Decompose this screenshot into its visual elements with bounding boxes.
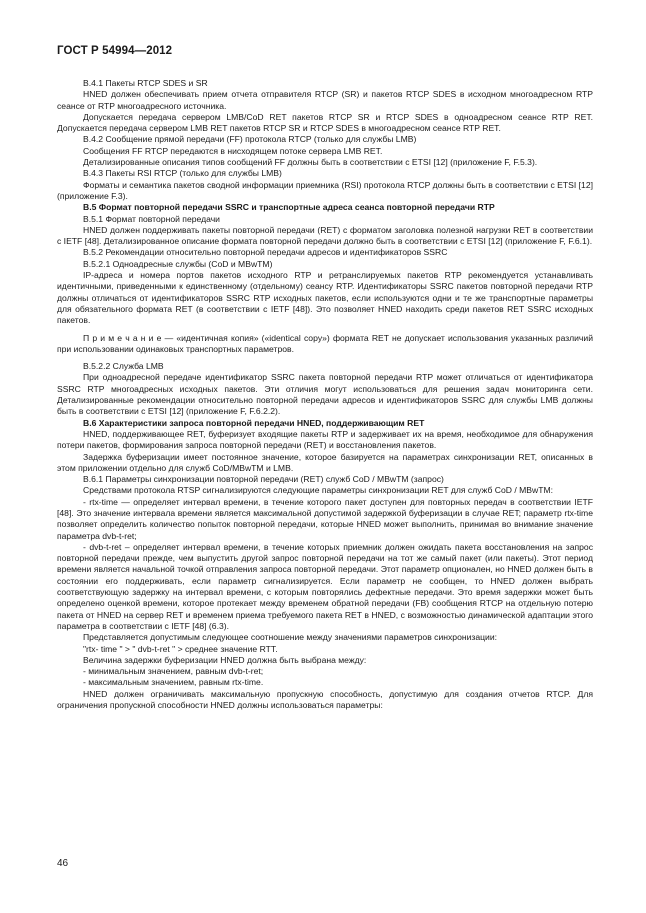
paragraph: Средствами протокола RTSP сигнализируются следующие параметры синхронизации RET для служб CoD / MBwTM: — [83, 485, 554, 496]
paragraph: Детализированные описания типов сообщений FF должны быть в соответствии с ETSI [12] (приложение F, F.5.3). — [83, 157, 538, 168]
subsection-heading: B.4.3 Пакеты RSI RTCP (только для службы LMB) — [83, 168, 282, 179]
list-item: - dvb-t-ret – определяет интервал времени, в течение которых приемник должен ожидать пакета восстановления на запрос повторной передачи прежде, чем выпустить другой запрос повторной передачи на тот же самый пакет (или пакеты). Этот период времени является начальной точкой отправления запроса повторной передачи. Этот параметр опционален, но HNED должен быть в состоянии его поддерживать, если параметр сигнализируется. Если параметр не сообщен, то HNED должен выбрать соответствующую задержку на интервал времени, с которым повторялись дефектные передачи. Это время задержки может быть определено оценкой времени, которое протекает между временем обратной передачи (FB) сообщения RTCP на отдельную потерю пакета от HNED на сервер RET и временем приема требуемого пакета RET в HNED, с возможностью динамической адаптации этого параметра в соответствии с IETF [48] (6.3). — [57, 541, 593, 631]
document-body — [57, 78, 593, 711]
subsection-heading: B.4.1 Пакеты RTCP SDES и SR — [83, 78, 208, 88]
list-item: - максимальным значением, равным rtx-time. — [83, 677, 264, 688]
subsection-heading: B.6.1 Параметры синхронизации повторной передачи (RET) служб CoD / MBwTM (запрос) — [83, 474, 444, 485]
section-heading: B.5 Формат повторной передачи SSRC и транспортные адреса сеанса повторной передачи RTP — [83, 202, 495, 213]
standard-header: ГОСТ Р 54994—2012 — [57, 45, 173, 57]
paragraph: При одноадресной передаче идентификатор SSRC пакета повторной передачи RTP может отличаться от идентификатора SSRC RTP многоадресных исходных пакетов. Эти отличия могут использоваться для решения задач мониторинга сети. Детализированные рекомендации относительно повторной передачи адресов и идентификаторов SSRC для службы LMB должны быть в соответствии с ETSI [12] (приложение F, F.6.2.2). — [57, 372, 593, 417]
subsection-heading: B.4.2 Сообщение прямой передачи (FF) протокола RTCP (только для службы LMB) — [83, 134, 417, 145]
paragraph: Форматы и семантика пакетов сводной информации приемника (RSI) протокола RTCP должны быть в соответствии с ETSI [12] (приложение F.3). — [57, 179, 593, 201]
subsection-heading: B.5.2.2 Служба LMB — [83, 361, 164, 372]
paragraph: IP-адреса и номера портов пакетов исходного RTP и ретранслируемых пакетов RTP рекомендуется устанавливать идентичными, приведенными к единственному (отдельному) сеансу RTP. Идентификаторы SSRC пакетов повторной передачи RTP должны отличаться от идентификаторов SSRC RTP исходных пакетов, если используются одни и те же транспортные параметры для обязательного формата RET (в соответствии с IETF [48]). Это позволяет HNED находить среди пакетов RET SSRC исходных пакетов. — [57, 270, 593, 326]
note: П р и м е ч а н и е — «идентичная копия» («identical copy») формата RET не допускает использования указанных различий при использовании одинаковых транспортных параметров. — [57, 332, 593, 354]
list-item: - rtx-time — определяет интервал времени, в течение которого пакет доступен для повторных передач в соответствии IETF [48]. Это значение интервала времени является максимальной допустимой задержкой буферизации в случае RET; параметр rtx-time позволяет определить количество попыток повторной передачи, которые HNED может выполнить, принимая во внимание значение параметра dvb-t-ret; — [57, 496, 593, 541]
list-item: - минимальным значением, равным dvb-t-ret; — [83, 666, 264, 677]
section-heading: B.6 Характеристики запроса повторной передачи HNED, поддерживающим RET — [83, 417, 425, 428]
paragraph: Величина задержки буферизации HNED должна быть выбрана между: — [83, 654, 367, 665]
paragraph: Представляется допустимым следующее соотношение между значениями параметров синхронизации: — [83, 632, 498, 643]
paragraph: HNED, поддерживающее RET, буферизует входящие пакеты RTP и задерживает их на время, необходимое для обнаружения потери пакетов, формирования запроса повторной передачи (RET) и восстановления пакетов. — [57, 428, 593, 451]
paragraph: HNED должен обеспечивать прием отчета отправителя RTCP (SR) и пакетов RTCP SDES в исходном многоадресном RTP сеансе от RTP многоадресного источника. — [57, 89, 593, 111]
paragraph: Сообщения FF RTCP передаются в нисходящем потоке сервера LMB RET. — [83, 145, 383, 156]
formula-line: "rtx- time " > " dvb-t-ret " > среднее значение RTT. — [83, 643, 278, 654]
page-number: 46 — [57, 858, 69, 869]
paragraph: Задержка буферизации имеет постоянное значение, которое базируется на параметрах синхронизации RET, описанных в этом приложении отдельно для служб CoD/MBwTM и LMB. — [57, 451, 593, 473]
subsection-heading: B.5.2.1 Одноадресные службы (CoD и MBwTM) — [83, 258, 273, 269]
paragraph: HNED должен ограничивать максимальную пропускную способность, допустимую для создания отчетов RTCP. Для ограничения пропускной способности HNED должны использоваться параметры: — [57, 688, 593, 711]
subsection-heading: B.5.2 Рекомендации относительно повторной передачи адресов и идентификаторов SSRC — [83, 247, 448, 258]
paragraph: Допускается передача сервером LMB/CoD RET пакетов RTCP SR и RTCP SDES в одноадресном сеансе RTP RET. Допускается передача сервером LMB RET пакетов RTCP SR и RTCP SDES в многоадресном сеансе RTP RET. — [57, 111, 593, 134]
paragraph: HNED должен поддерживать пакеты повторной передачи (RET) с форматом заголовка полезной нагрузки RET в соответствии с IETF [48]. Детализированное описание формата повторной передачи должно быть в соответствии с ETSI [12] (приложение F, F.6.1). — [57, 224, 593, 247]
subsection-heading: B.5.1 Формат повторной передачи — [83, 213, 220, 224]
